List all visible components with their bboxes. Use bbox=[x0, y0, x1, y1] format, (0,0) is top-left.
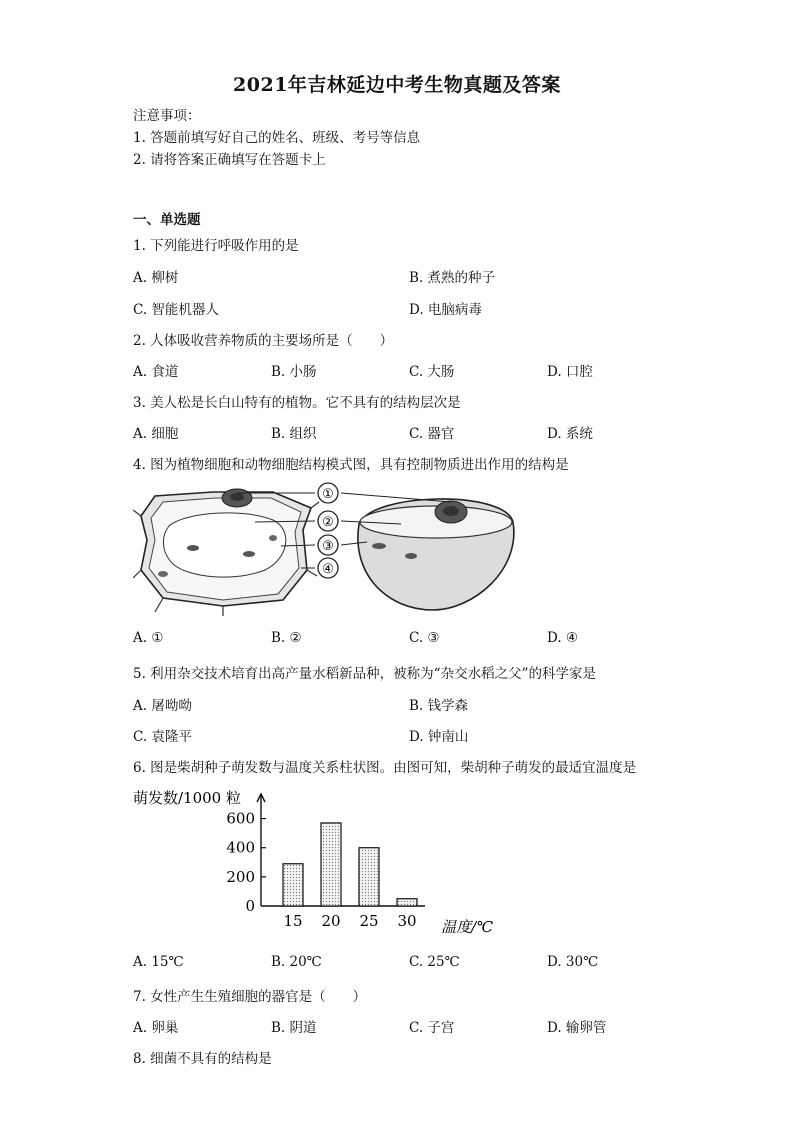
option-d: D. 口腔 bbox=[547, 364, 593, 380]
option-c: C. 25℃ bbox=[409, 954, 460, 970]
animal-cell bbox=[358, 499, 514, 610]
option-d: D. 钟南山 bbox=[409, 729, 469, 745]
x-tick-label: 20 bbox=[321, 912, 341, 930]
bar bbox=[397, 899, 417, 906]
question-stem: 2. 人体吸收营养物质的主要场所是（ ） bbox=[133, 333, 394, 349]
y-tick-label: 400 bbox=[226, 838, 255, 857]
option-d: D. 30℃ bbox=[547, 954, 599, 970]
cell-structure-diagram bbox=[133, 478, 533, 618]
option-a: A. 屠呦呦 bbox=[133, 698, 192, 714]
section-heading: 一、单选题 bbox=[133, 212, 201, 228]
bar bbox=[359, 848, 379, 906]
option-b: B. 煮熟的种子 bbox=[409, 270, 496, 286]
y-axis-label: 萌发数/1000 粒 bbox=[133, 789, 241, 807]
option-c: C. 大肠 bbox=[409, 364, 455, 380]
x-tick-label: 30 bbox=[397, 912, 417, 930]
y-tick-label: 600 bbox=[226, 809, 255, 828]
question-stem: 3. 美人松是长白山特有的植物。它不具有的结构层次是 bbox=[133, 395, 461, 411]
option-d: D. 电脑病毒 bbox=[409, 302, 482, 318]
cell-label-1: ① bbox=[322, 487, 334, 502]
notice-item: 2. 请将答案正确填写在答题卡上 bbox=[133, 152, 326, 168]
option-b: B. 阴道 bbox=[271, 1020, 317, 1036]
bar bbox=[321, 823, 341, 906]
question-stem: 8. 细菌不具有的结构是 bbox=[133, 1051, 272, 1067]
y-tick-label: 200 bbox=[226, 867, 255, 886]
question-stem: 5. 利用杂交技术培育出高产量水稻新品种，被称为“杂交水稻之父”的科学家是 bbox=[133, 666, 596, 682]
option-a: A. 柳树 bbox=[133, 270, 179, 286]
option-c: C. 智能机器人 bbox=[133, 302, 219, 318]
page-title: 2021年吉林延边中考生物真题及答案 bbox=[233, 74, 561, 96]
option-a: A. 细胞 bbox=[133, 426, 179, 442]
germination-bar-chart bbox=[133, 786, 503, 938]
option-b: B. 小肠 bbox=[271, 364, 317, 380]
option-d: D. ④ bbox=[547, 630, 579, 646]
option-b: B. ② bbox=[271, 630, 302, 646]
option-d: D. 系统 bbox=[547, 426, 593, 442]
option-b: B. 组织 bbox=[271, 426, 317, 442]
option-a: A. 卵巢 bbox=[133, 1020, 179, 1036]
option-a: A. 15℃ bbox=[133, 954, 184, 970]
plant-cell bbox=[133, 489, 319, 616]
notice-heading: 注意事项： bbox=[133, 108, 201, 124]
y-tick-label: 0 bbox=[245, 897, 255, 915]
option-a: A. 食道 bbox=[133, 364, 179, 380]
option-b: B. 钱学森 bbox=[409, 698, 469, 714]
option-c: C. 器官 bbox=[409, 426, 455, 442]
option-c: C. 子宫 bbox=[409, 1020, 455, 1036]
question-stem: 1. 下列能进行呼吸作用的是 bbox=[133, 238, 299, 254]
chart-marks bbox=[226, 794, 425, 930]
x-axis-label: 温度/℃ bbox=[441, 918, 493, 936]
notice-item: 1. 答题前填写好自己的姓名、班级、考号等信息 bbox=[133, 130, 421, 146]
cell-label-2: ② bbox=[322, 515, 334, 530]
option-a: A. ① bbox=[133, 630, 164, 646]
bar bbox=[283, 864, 303, 906]
option-b: B. 20℃ bbox=[271, 954, 322, 970]
option-c: C. ③ bbox=[409, 630, 440, 646]
cell-label-3: ③ bbox=[322, 539, 334, 554]
option-d: D. 输卵管 bbox=[547, 1020, 607, 1036]
question-stem: 6. 图是柴胡种子萌发数与温度关系柱状图。由图可知，柴胡种子萌发的最适宜温度是 bbox=[133, 760, 637, 776]
x-tick-label: 25 bbox=[359, 912, 379, 930]
question-stem: 4. 图为植物细胞和动物细胞结构模式图，具有控制物质进出作用的结构是 bbox=[133, 457, 569, 473]
cell-label-4: ④ bbox=[322, 562, 334, 577]
x-tick-label: 15 bbox=[283, 912, 303, 930]
option-c: C. 袁隆平 bbox=[133, 729, 192, 745]
question-stem: 7. 女性产生生殖细胞的器官是（ ） bbox=[133, 989, 367, 1005]
